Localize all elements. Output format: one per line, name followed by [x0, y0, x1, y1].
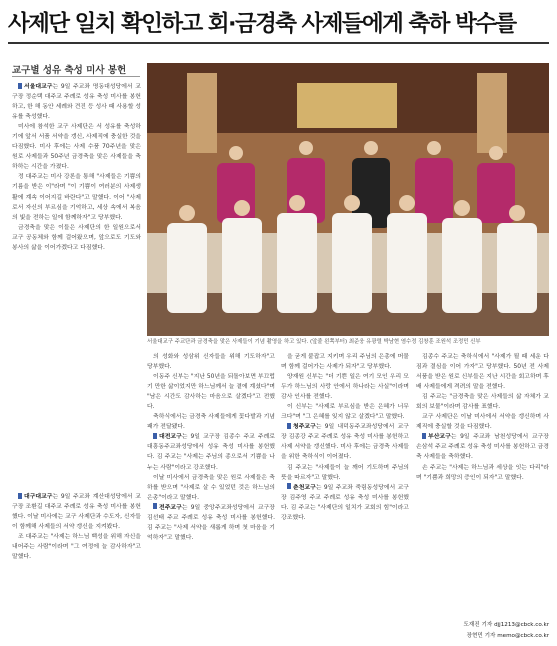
paragraph: 김종수 주교는 축하식에서 "사제가 될 때 세운 다짐과 결심을 이어 가자"고 당부했다. 50년 전 사제서품을 받은 원로 신부들은 지난 시간을 회고하며 후배 사제들에게 격려의 말을 전했다. — [416, 354, 549, 391]
paragraph: 금경축을 맞은 이들은 사제단의 한 일원으로서 교구 공동체와 함께 걸어왔으며, 앞으로도 기도와 봉사의 삶을 이어가겠다고 다짐했다. — [12, 224, 141, 251]
paragraph: 는 9일 교구장 김종수 주교 주례로 대흥동주교좌성당에서 성유 축성 미사를 봉헌했다. 김 주교는 "사제는 주님의 종으로서 기쁨을 나누는 사람"이라고 강조했다. — [147, 434, 275, 471]
region-marker-icon — [287, 423, 291, 429]
region-marker-icon — [153, 433, 157, 439]
paragraph: 이 신부는 "사제로 부르심을 받은 은혜가 너무 크다"며 "그 은혜를 잊지 않고 살겠다"고 말했다. — [281, 404, 409, 421]
paragraph: 는 9일 주교좌 명동대성당에서 교구장 정순택 대주교 주례로 성유 축성 미사를 봉헌하고, 한 해 동안 세례와 견진 등 성사 때 사용할 성유를 축성했다. — [12, 84, 141, 121]
paragraph: 는 9일 주교좌 죽림동성당에서 교구장 김주영 주교 주례로 성유 축성 미사를 봉헌했다. 김 주교는 "사제단의 일치가 교회의 힘"이라고 강조했다. — [281, 484, 409, 521]
paragraph: 교구 사제단은 이날 미사에서 서약을 갱신하며 사제직에 충실할 것을 다짐했다. — [416, 414, 549, 431]
subheadline: 교구별 성유 축성 미사 봉헌 — [12, 65, 127, 76]
photo-caption: 서울대교구 주교단과 금경축을 맞은 사제들이 기념 촬영을 하고 있다. (앞줄 왼쪽부터) 최준웅 유광렬 박남현 염수정 김창훈 조원석 조정민 신부 — [147, 339, 481, 345]
article-column-3 — [281, 352, 409, 642]
article-column-1b — [12, 492, 141, 642]
paragraph: 손 주교는 "사제는 하느님과 세상을 잇는 다리"라며 "기쁨과 희망의 증인이 되자"고 말했다. — [416, 464, 549, 481]
priests-group-photo — [147, 63, 549, 336]
paragraph: 는 9일 주교좌 계산대성당에서 교구장 조환길 대주교 주례로 성유 축성 미사를 봉헌했다. 이날 미사에는 교구 사제단과 수도자, 신자들이 함께해 사제들의 서약 갱신을 지켜봤다. — [12, 494, 141, 531]
paragraph: 축하식에서는 금경축 사제들에게 꽃다발과 기념패가 전달됐다. — [147, 414, 275, 431]
paragraph: 조 대주교는 "사제는 하느님 백성을 위해 자신을 내어주는 사람"이라며 "그 여정에 늘 감사하자"고 말했다. — [12, 534, 141, 561]
region-marker-icon — [422, 433, 426, 439]
region-name: 서울대교구 — [24, 84, 53, 90]
region-name: 대전교구 — [159, 434, 182, 441]
region-name: 대구대교구 — [24, 494, 53, 500]
region-name: 전주교구 — [159, 504, 182, 511]
headline-rule — [8, 42, 549, 44]
paragraph: 정 대주교는 미사 강론을 통해 "사제들은 기쁨의 기름을 받은 이"라며 "이 기쁨이 여러분의 사제생활에 계속 이어지길 바란다"고 말했다. 이어 "사제로서 자신의 부르심을 기억하고, 세상 속에서 복음의 빛을 전하는 일에 함께하자"고 당부했다. — [12, 174, 141, 221]
region-marker-icon — [153, 503, 157, 509]
paragraph: 이동주 신부는 "지난 50년을 되돌아보면 부끄럽기 만한 삶이었지만 하느님께서 늘 곁에 계셨다"며 "남은 시간도 감사하는 마음으로 살겠다"고 전했다. — [147, 374, 275, 411]
article-column-4 — [416, 352, 549, 614]
paragraph: 는 9일 내덕동주교좌성당에서 교구장 김종강 주교 주례로 성유 축성 미사를 봉헌하고 사제 서약을 갱신했다. 미사 후에는 금경축 사제들을 위한 축하식이 이어졌다. — [281, 424, 409, 461]
headline: 사제단 일치 확인하고 회·금경축 사제들에게 축하 박수를 — [8, 11, 516, 37]
byline-1: 도재진 기자 djj1213@cbck.co.kr — [463, 622, 549, 628]
paragraph: 양재원 신부는 "더 기쁜 일은 여기 모인 우리 모두가 하느님의 사랑 안에서 하나라는 사실"이라며 감사 인사를 전했다. — [281, 374, 409, 401]
paragraph: 김 주교는 "금경축을 맞은 사제들의 삶 자체가 교회의 보물"이라며 감사를 표했다. — [416, 394, 549, 411]
byline-2: 장현민 기자 memo@cbck.co.kr — [466, 633, 549, 639]
paragraph: 김 주교는 "사제들이 늘 깨어 기도하며 주님의 뜻을 따르자"고 말했다. — [281, 464, 409, 481]
region-marker-icon — [18, 493, 22, 499]
region-marker-icon — [18, 83, 22, 89]
subheadline-rule — [12, 76, 140, 77]
region-name: 부산교구 — [428, 434, 451, 441]
region-name: 춘천교구 — [293, 484, 316, 491]
paragraph: 는 9일 주교좌 남천성당에서 교구장 손삼석 주교 주례로 성유 축성 미사를 봉헌하고 금경축 사제들을 축하했다. — [416, 434, 549, 461]
article-column-2 — [147, 352, 275, 642]
region-marker-icon — [287, 483, 291, 489]
paragraph: 미사에 참석한 교구 사제단은 서 성유를 축성하기에 앞서 서품 서약을 갱신, 사제직에 충실한 것을 다짐했다. 미사 후에는 사제 수품 70주년을 맞은 원로 사제들과 50주년 금경축을 맞은 사제들을 축하하는 시간을 가졌다. — [12, 124, 141, 171]
paragraph: 이날 미사에서 금경축을 맞은 원로 사제들은 축하를 받으며 "사제로 살 수 있었던 것은 하느님의 은총"이라고 말했다. — [147, 474, 275, 501]
paragraph: 의 성화와 성삼위 신자들을 위해 기도하자"고 당부했다. — [147, 354, 275, 371]
article-column-1 — [12, 82, 141, 487]
news-photo — [147, 63, 549, 336]
paragraph: 는 9일 중앙주교좌성당에서 교구장 김선태 주교 주례로 성유 축성 미사를 봉헌했다. 김 주교는 "사제 서약을 새롭게 하며 첫 마음을 기억하자"고 말했다. — [147, 504, 275, 541]
region-name: 청주교구 — [293, 424, 316, 431]
paragraph: 을 굳게 붙잡고 지키며 우리 주님의 은총에 머물며 함께 걸어가는 사제가 되자"고 당부했다. — [281, 354, 409, 371]
